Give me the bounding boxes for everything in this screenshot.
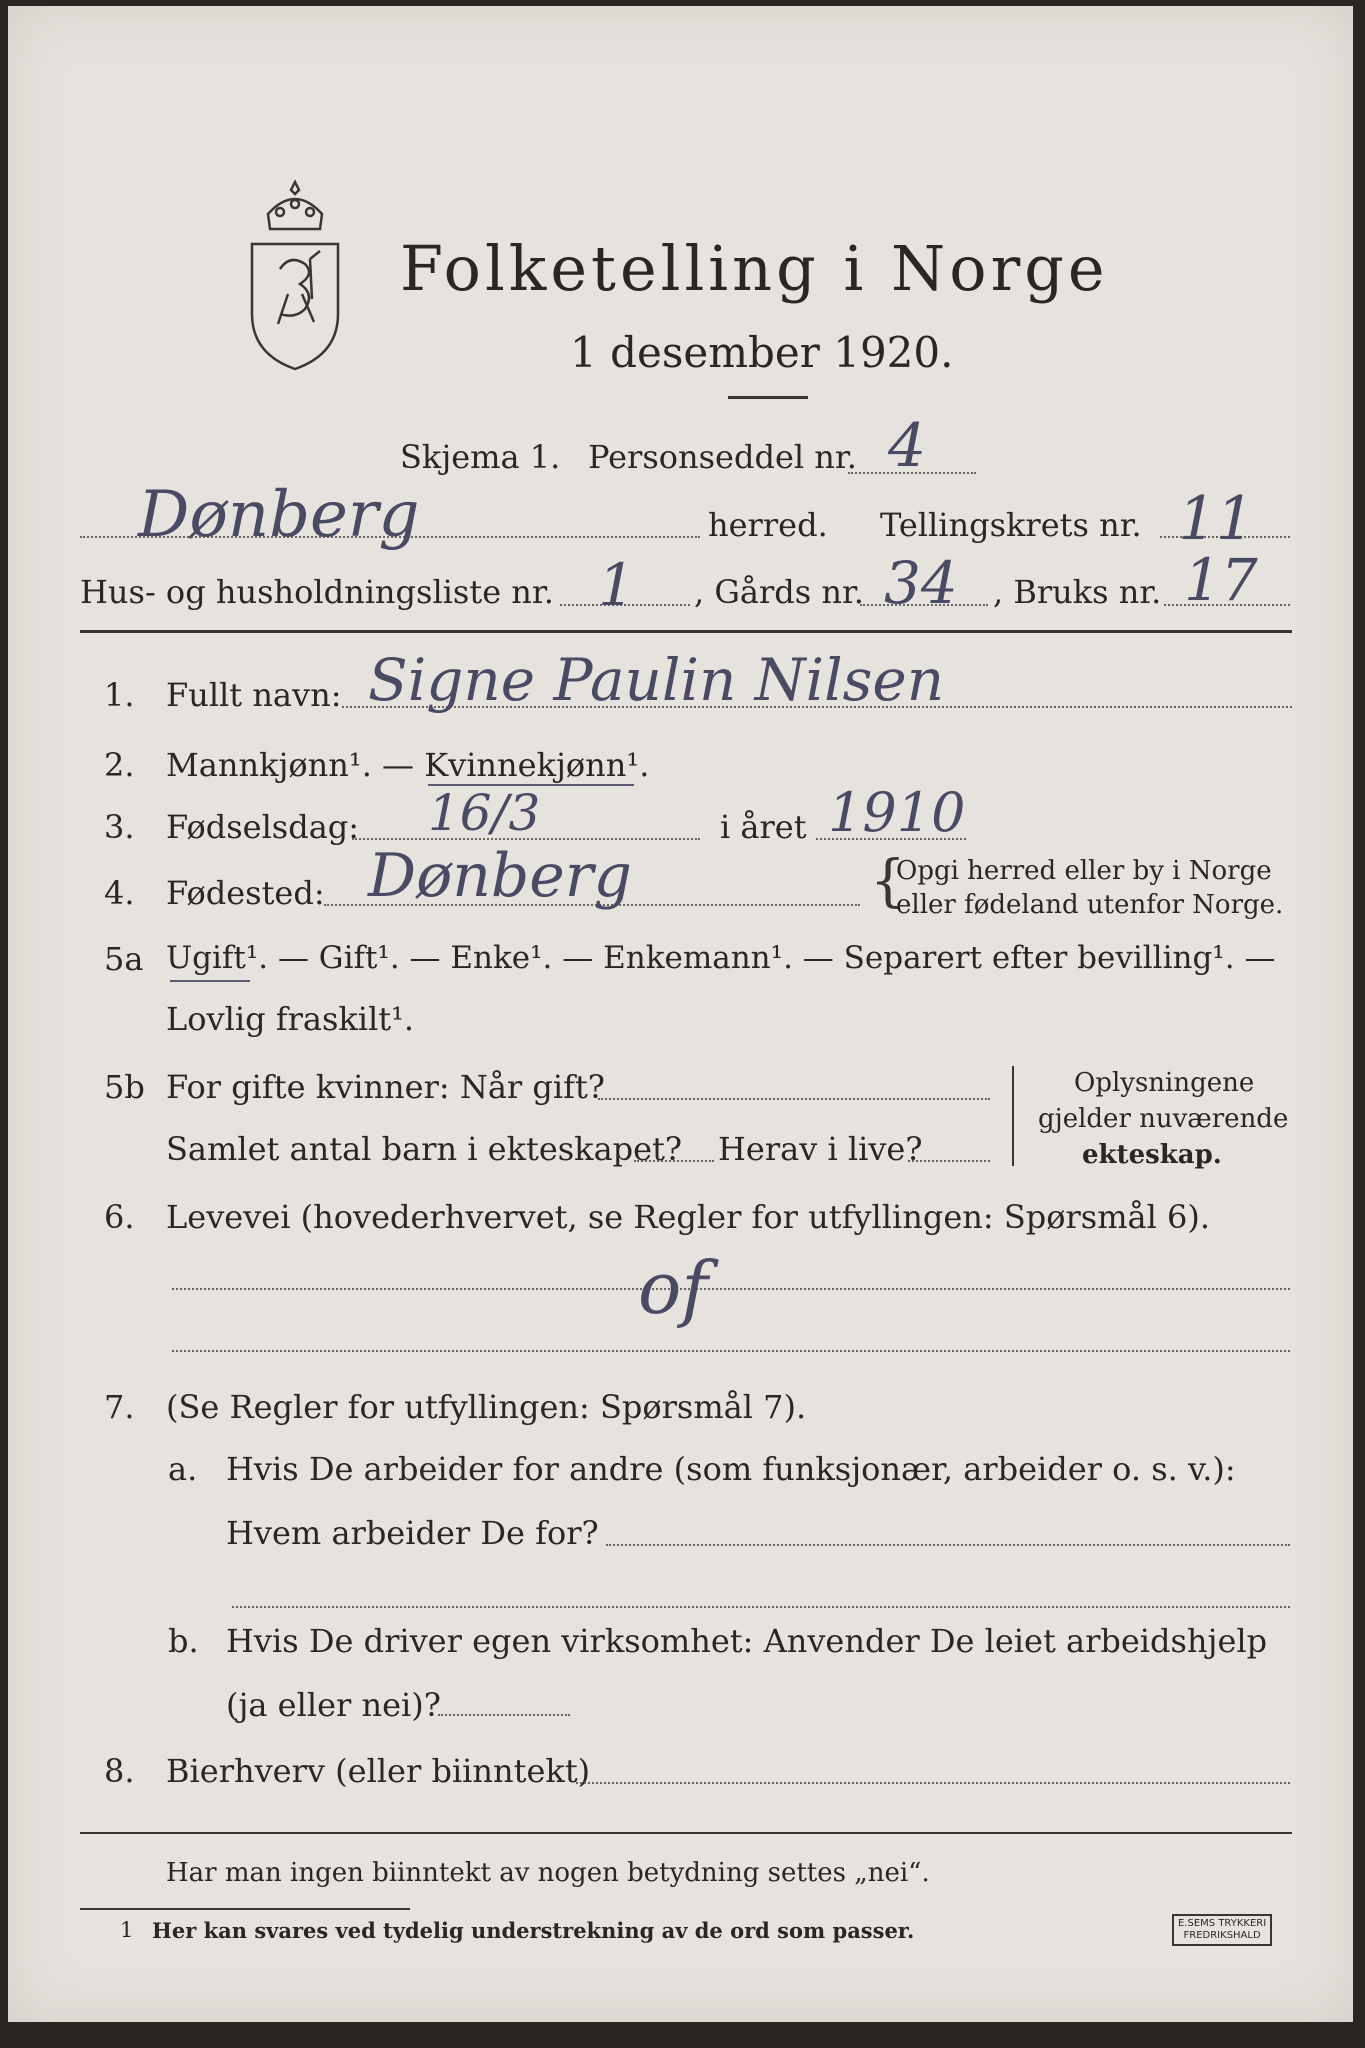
birthplace-note-line1: Opgi herred eller by i Norge bbox=[896, 856, 1272, 886]
title-divider bbox=[728, 396, 808, 399]
hired-help-line bbox=[438, 1714, 570, 1716]
bruks-value: 17 bbox=[1184, 546, 1258, 614]
birthday-value: 16/3 bbox=[428, 784, 541, 842]
birthplace-note-brace: { bbox=[870, 849, 906, 914]
herred-value: Dønberg bbox=[138, 478, 420, 552]
header-rule bbox=[80, 630, 1292, 633]
side-income-label: Bierhverv (eller biinntekt) bbox=[166, 1752, 591, 1790]
marital-status-options-2: Lovlig fraskilt¹. bbox=[166, 1000, 415, 1038]
full-name-value: Signe Paulin Nilsen bbox=[368, 646, 945, 714]
skjema-label: Skjema 1. bbox=[400, 438, 561, 476]
marriage-note-3: ekteskap. bbox=[1082, 1140, 1222, 1170]
full-name-label: Fullt navn: bbox=[166, 676, 342, 714]
hired-help-label: (ja eller nei)? bbox=[226, 1686, 441, 1724]
occupation-label: Levevei (hovederhvervet, se Regler for utfyllingen: Spørsmål 6). bbox=[166, 1198, 1211, 1236]
children-total-line bbox=[634, 1160, 714, 1162]
employment-label: (Se Regler for utfyllingen: Spørsmål 7). bbox=[166, 1388, 807, 1426]
gards-label: , Gårds nr. bbox=[694, 573, 864, 611]
q8-number: 8. bbox=[104, 1752, 135, 1790]
q5a-number: 5a bbox=[104, 940, 144, 978]
birthplace-note-line2: eller fødeland utenfor Norge. bbox=[896, 890, 1284, 920]
sex-options: Mannkjønn¹. — Kvinnekjønn¹. bbox=[166, 746, 650, 784]
q2-number: 2. bbox=[104, 746, 135, 784]
marital-status-options: Ugift¹. — Gift¹. — Enke¹. — Enkemann¹. — Separert efter bevilling¹. — bbox=[166, 940, 1276, 976]
children-total-label: Samlet antal barn i ekteskapet? bbox=[166, 1130, 683, 1168]
own-business-question: Hvis De driver egen virksomhet: Anvender De leiet arbeidshjelp bbox=[226, 1622, 1268, 1660]
census-form bbox=[8, 6, 1353, 2022]
q7a-letter: a. bbox=[168, 1450, 198, 1488]
tellingskrets-value: 11 bbox=[1178, 484, 1255, 554]
form-title: Folketelling i Norge bbox=[400, 232, 1109, 305]
gards-value: 34 bbox=[884, 549, 958, 617]
q6-number: 6. bbox=[104, 1198, 135, 1236]
printer-stamp bbox=[1172, 1914, 1272, 1946]
side-income-note: Har man ingen biinntekt av nogen betydning settes „nei“. bbox=[166, 1858, 930, 1888]
q5b-number: 5b bbox=[104, 1068, 145, 1106]
q3-number: 3. bbox=[104, 808, 135, 846]
footnote-mark: 1 bbox=[120, 1918, 134, 1942]
husliste-label: Hus- og husholdningsliste nr. bbox=[80, 573, 554, 611]
birth-year-value: 1910 bbox=[828, 781, 966, 844]
footnote-rule bbox=[80, 1908, 410, 1910]
married-when-label: For gifte kvinner: Når gift? bbox=[166, 1068, 605, 1106]
personseddel-value: 4 bbox=[888, 411, 927, 481]
occupation-line-1 bbox=[172, 1288, 1290, 1290]
children-alive-line bbox=[908, 1160, 990, 1162]
birthplace-label: Fødested: bbox=[166, 874, 325, 912]
footer-rule-top bbox=[80, 1832, 1292, 1834]
employer-label: Hvem arbeider De for? bbox=[226, 1514, 599, 1552]
marriage-note-bracket bbox=[1012, 1066, 1014, 1166]
printer-stamp-line2: FREDRIKSHALD bbox=[1183, 1930, 1261, 1941]
occupation-value: of bbox=[638, 1246, 708, 1330]
q7b-letter: b. bbox=[168, 1622, 199, 1660]
marriage-note-1: Oplysningene bbox=[1074, 1068, 1255, 1098]
q1-number: 1. bbox=[104, 676, 135, 714]
marital-underline bbox=[170, 980, 250, 982]
birthplace-value: Dønberg bbox=[368, 841, 632, 911]
married-when-line bbox=[598, 1098, 990, 1100]
q4-number: 4. bbox=[104, 874, 135, 912]
children-alive-label: Herav i live? bbox=[718, 1130, 923, 1168]
side-income-line bbox=[576, 1782, 1290, 1784]
q7-number: 7. bbox=[104, 1388, 135, 1426]
norwegian-coat-of-arms-icon bbox=[240, 174, 350, 374]
printer-stamp-line1: E.SEMS TRYKKERI bbox=[1178, 1918, 1267, 1929]
birthday-label: Fødselsdag: bbox=[166, 808, 360, 846]
employer-line-1 bbox=[606, 1544, 1290, 1546]
census-date: 1 desember 1920. bbox=[570, 328, 954, 377]
husliste-value: 1 bbox=[598, 551, 635, 619]
occupation-line-2 bbox=[172, 1350, 1290, 1352]
footnote-text: Her kan svares ved tydelig understrekning av de ord som passer. bbox=[152, 1918, 915, 1943]
personseddel-label: Personseddel nr. bbox=[588, 438, 857, 476]
employer-question: Hvis De arbeider for andre (som funksjonær, arbeider o. s. v.): bbox=[226, 1450, 1236, 1488]
bruks-label: , Bruks nr. bbox=[993, 573, 1162, 611]
marriage-note-2: gjelder nuværende bbox=[1038, 1104, 1289, 1134]
herred-label: herred. bbox=[708, 506, 828, 544]
birth-year-label: i året bbox=[720, 808, 807, 846]
tellingskrets-label: Tellingskrets nr. bbox=[880, 506, 1142, 544]
employer-line-2 bbox=[232, 1606, 1290, 1608]
